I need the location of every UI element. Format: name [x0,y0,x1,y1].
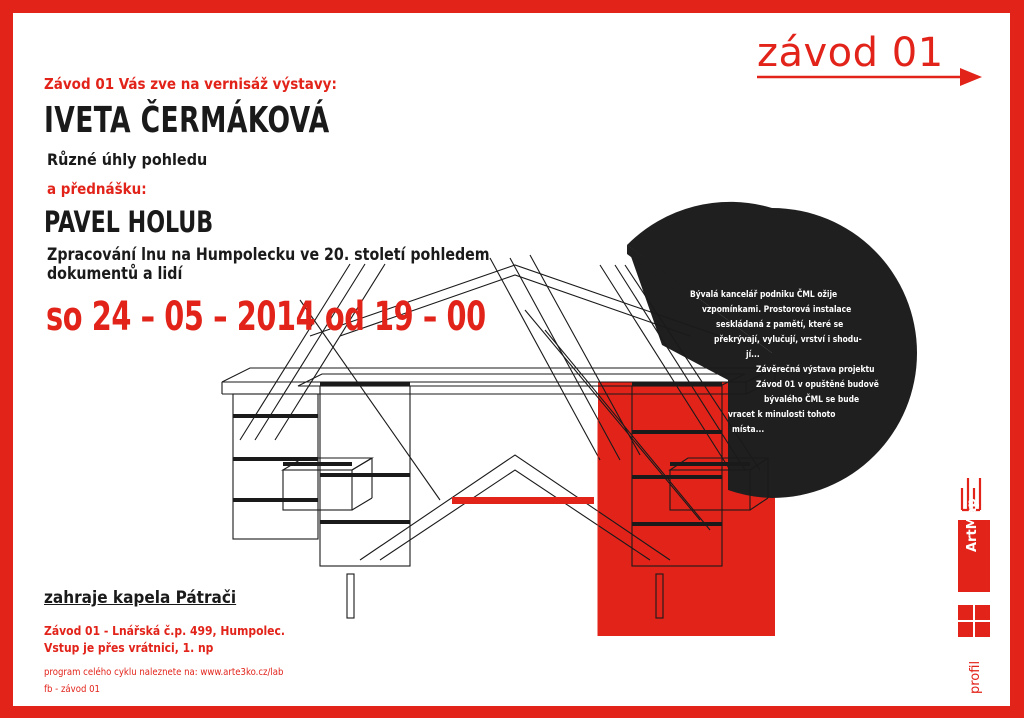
description-text [680,287,880,437]
artmap-label: ArtMap [965,498,980,552]
event-datetime: so 24 – 05 – 2014 od 19 – 00 [46,294,486,340]
program-link[interactable]: program celého cyklu naleznete na: www.arte3ko.cz/lab [44,667,284,678]
zavod-logo: závod 01 [757,30,944,76]
lecture-title-line1: Zpracování lnu na Humpolecku ve 20. století pohledem [47,245,490,265]
description-line: Závěrečná výstava projektu [756,364,875,374]
description-line: jí... [746,349,760,359]
address-line2: Vstup je přes vrátnici, 1. np [44,641,214,655]
lecture-intro: a přednášku: [47,180,147,198]
description-line: místa... [732,424,765,434]
address-line1: Závod 01 - Lnářská č.p. 499, Humpolec. [44,624,286,638]
description-line: bývalého ČML se bude [764,394,860,404]
facebook-link[interactable]: fb - závod 01 [44,684,100,695]
description-line: Závod 01 v opuštěné budově [756,379,879,389]
description-line: vracet k minulosti tohoto [728,409,836,419]
red-bar [452,497,594,504]
artist-name: IVETA ČERMÁKOVÁ [44,100,330,141]
profil-logo [958,605,990,637]
lecture-title-line2: dokumentů a lidí [47,264,183,284]
profil-label: profil [968,660,983,694]
invitation-intro: Závod 01 Vás zve na vernisáž výstavy: [44,75,337,93]
description-line: Bývalá kancelář podniku ČML ožije [690,289,838,299]
description-line: překrývají, vylučují, vrství i shodu- [714,334,862,344]
description-line: seskládaná z pamětí, které se [716,319,844,329]
description-line: vzpomínkami. Prostorová instalace [702,304,852,314]
band-announcement: zahraje kapela Pátrači [44,588,237,608]
lecturer-name: PAVEL HOLUB [44,205,214,239]
exhibition-title: Různé úhly pohledu [47,150,208,169]
